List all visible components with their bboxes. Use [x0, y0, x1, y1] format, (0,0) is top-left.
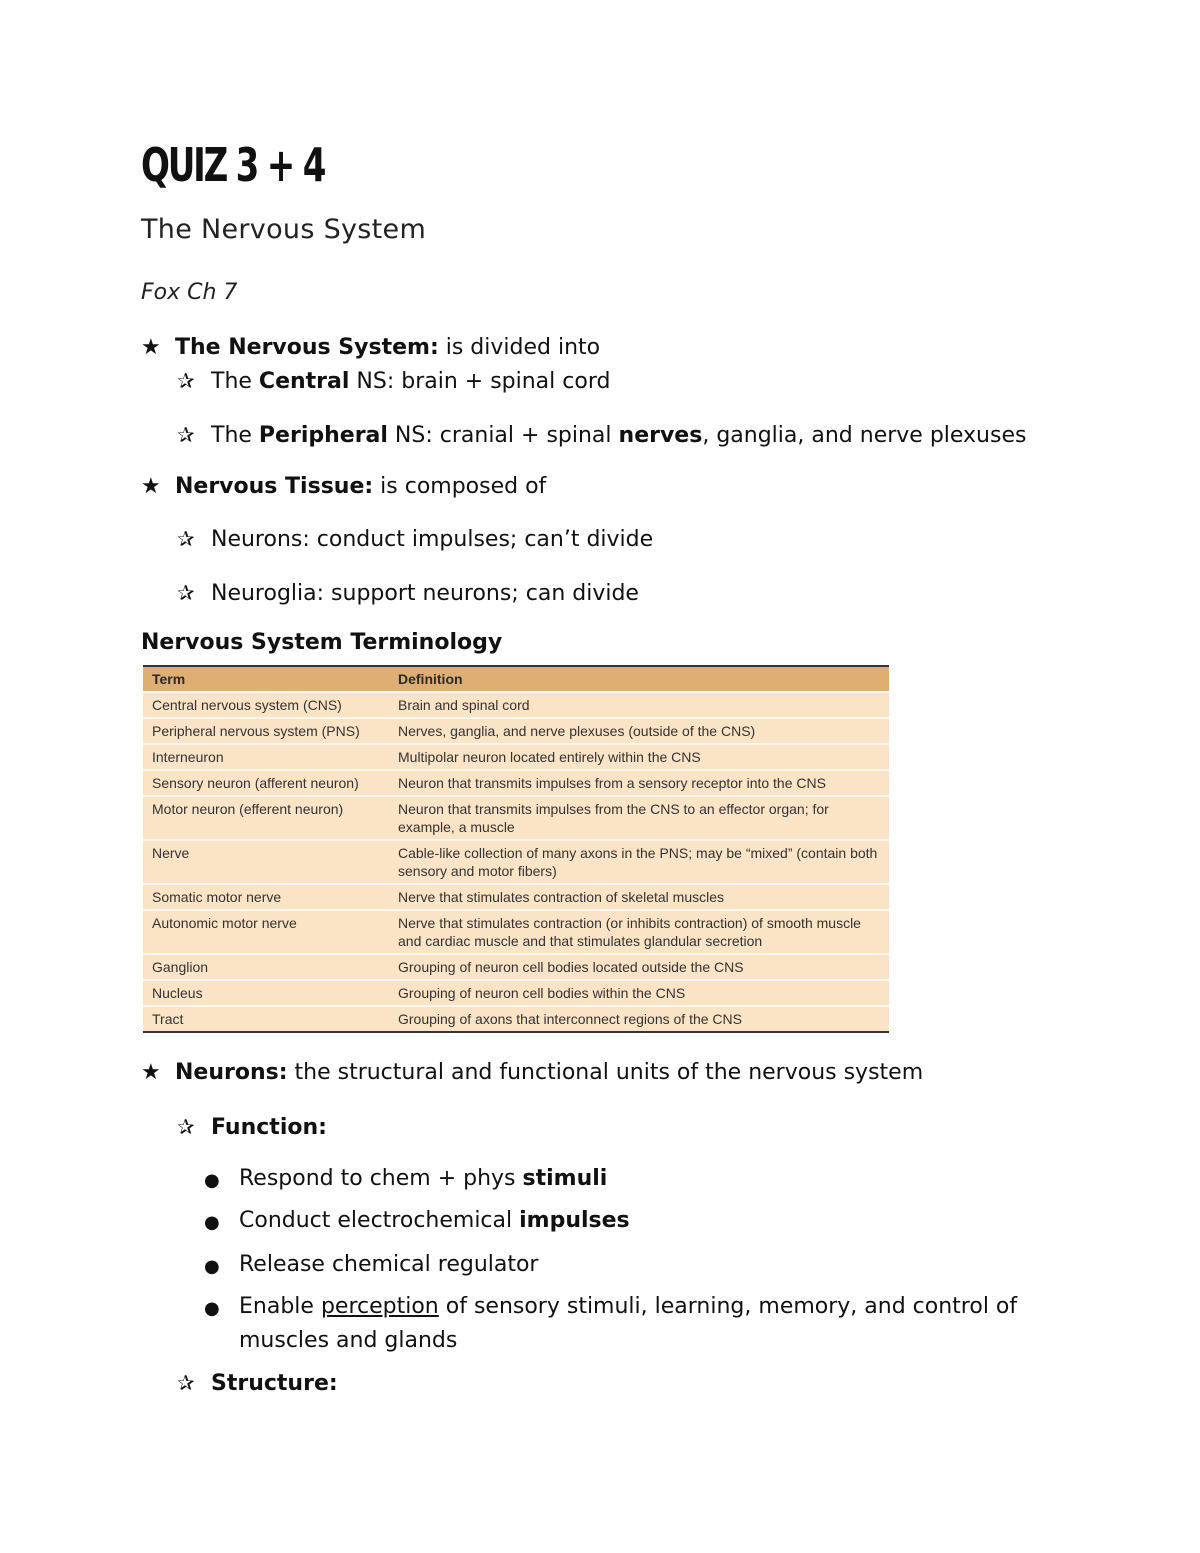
term-cell: Nerve [143, 840, 389, 884]
table-row [143, 744, 889, 770]
term-cell: Ganglion [143, 954, 389, 980]
page-subtitle: The Nervous System [141, 214, 427, 245]
outline-subitem-pns [177, 420, 1026, 451]
table-row [143, 954, 889, 980]
table-row [143, 910, 889, 954]
bullet-icon: ● [204, 1170, 220, 1191]
table-row [143, 796, 889, 840]
table-row [143, 840, 889, 884]
text-fragment: of sensory stimuli, learning, memory, and control of [438, 1294, 1018, 1319]
term-description: is divided into [438, 335, 601, 360]
bullet-icon: ● [204, 1298, 220, 1319]
function-item [239, 1292, 1017, 1322]
table-row [143, 718, 889, 744]
text-fragment: Enable [239, 1294, 321, 1319]
table-row [143, 1006, 889, 1032]
term-cell: Sensory neuron (afferent neuron) [143, 770, 389, 796]
text-fragment: The [211, 369, 259, 394]
outline-star-icon: ✰ [177, 581, 195, 605]
term-cell: Somatic motor nerve [143, 884, 389, 910]
outline-star-icon: ✰ [177, 423, 195, 447]
outline-subitem-structure [177, 1368, 338, 1399]
text-fragment: The [211, 423, 259, 448]
page-title: QUIZ 3 + 4 [141, 138, 325, 192]
filled-star-icon: ★ [141, 1060, 161, 1085]
term-cell: Nucleus [143, 980, 389, 1006]
definition-cell: Grouping of axons that interconnect regions of the CNS [389, 1006, 889, 1032]
outline-subitem-function [177, 1112, 327, 1143]
definition-cell: Nerve that stimulates contraction (or inhibits contraction) of smooth muscle and cardiac muscle and that stimulates glandular secretion [389, 910, 889, 954]
subitem-text: Neuroglia: support neurons; can divide [211, 581, 639, 606]
definition-cell: Nerve that stimulates contraction of skeletal muscles [389, 884, 889, 910]
column-header-term: Term [143, 666, 389, 692]
filled-star-icon: ★ [141, 335, 161, 360]
function-item [239, 1206, 630, 1236]
outline-star-icon: ✰ [177, 527, 195, 551]
bullet-icon: ● [204, 1212, 220, 1233]
bullet-icon: ● [204, 1256, 220, 1277]
definition-cell: Grouping of neuron cell bodies within the CNS [389, 980, 889, 1006]
term-emphasis: stimuli [522, 1166, 608, 1191]
table-row [143, 980, 889, 1006]
text-fragment: Conduct electrochemical [239, 1208, 520, 1233]
term-description: is composed of [373, 474, 547, 499]
definition-cell: Neuron that transmits impulses from a sensory receptor into the CNS [389, 770, 889, 796]
term-emphasis: nerves [618, 423, 703, 448]
definition-cell: Nerves, ganglia, and nerve plexuses (outside of the CNS) [389, 718, 889, 744]
table-row [143, 770, 889, 796]
subsection-label: Structure: [211, 1371, 338, 1396]
table-header-row [143, 666, 889, 692]
outline-subitem-neurons [177, 524, 653, 555]
term-label: The Nervous System: [175, 335, 439, 360]
outline-subitem-cns [177, 366, 610, 397]
chapter-reference: Fox Ch 7 [141, 280, 238, 305]
outline-star-icon: ✰ [177, 1115, 195, 1139]
term-cell: Peripheral nervous system (PNS) [143, 718, 389, 744]
outline-star-icon: ✰ [177, 1371, 195, 1395]
underlined-term: perception [320, 1294, 439, 1319]
term-description: the structural and functional units of the nervous system [287, 1060, 924, 1085]
text-fragment: Respond to chem + phys [239, 1166, 523, 1191]
term-cell: Central nervous system (CNS) [143, 692, 389, 718]
definition-cell: Multipolar neuron located entirely within the CNS [389, 744, 889, 770]
term-cell: Autonomic motor nerve [143, 910, 389, 954]
term-description: , ganglia, and nerve plexuses [702, 423, 1027, 448]
term-description: NS: brain + spinal cord [349, 369, 611, 394]
definition-cell: Neuron that transmits impulses from the CNS to an effector organ; for example, a muscle [389, 796, 889, 840]
terminology-table [143, 665, 889, 1033]
term-label: Central [258, 369, 350, 394]
column-header-definition: Definition [389, 666, 889, 692]
definition-cell: Cable-like collection of many axons in the PNS; may be “mixed” (contain both sensory and motor fibers) [389, 840, 889, 884]
text-fragment: Release chemical regulator [239, 1252, 539, 1277]
table-row [143, 692, 889, 718]
table-heading: Nervous System Terminology [141, 630, 503, 655]
term-label: Neurons: [175, 1060, 288, 1085]
filled-star-icon: ★ [141, 474, 161, 499]
outline-item-neurons [141, 1058, 923, 1088]
outline-item-nervous-tissue [141, 472, 546, 502]
function-item [239, 1250, 538, 1280]
outline-star-icon: ✰ [177, 369, 195, 393]
subitem-text: Neurons: conduct impulses; can’t divide [211, 527, 654, 552]
table-row [143, 884, 889, 910]
term-cell: Motor neuron (efferent neuron) [143, 796, 389, 840]
term-emphasis: impulses [519, 1208, 630, 1233]
term-cell: Interneuron [143, 744, 389, 770]
outline-item-nervous-system [141, 333, 600, 363]
definition-cell: Brain and spinal cord [389, 692, 889, 718]
term-cell: Tract [143, 1006, 389, 1032]
term-label: Peripheral [258, 423, 388, 448]
text-fragment: NS: cranial + spinal [387, 423, 619, 448]
definition-cell: Grouping of neuron cell bodies located outside the CNS [389, 954, 889, 980]
function-item-continuation: muscles and glands [239, 1328, 458, 1353]
function-item [239, 1164, 607, 1194]
term-label: Nervous Tissue: [175, 474, 374, 499]
outline-subitem-neuroglia [177, 578, 639, 609]
subsection-label: Function: [211, 1115, 327, 1140]
